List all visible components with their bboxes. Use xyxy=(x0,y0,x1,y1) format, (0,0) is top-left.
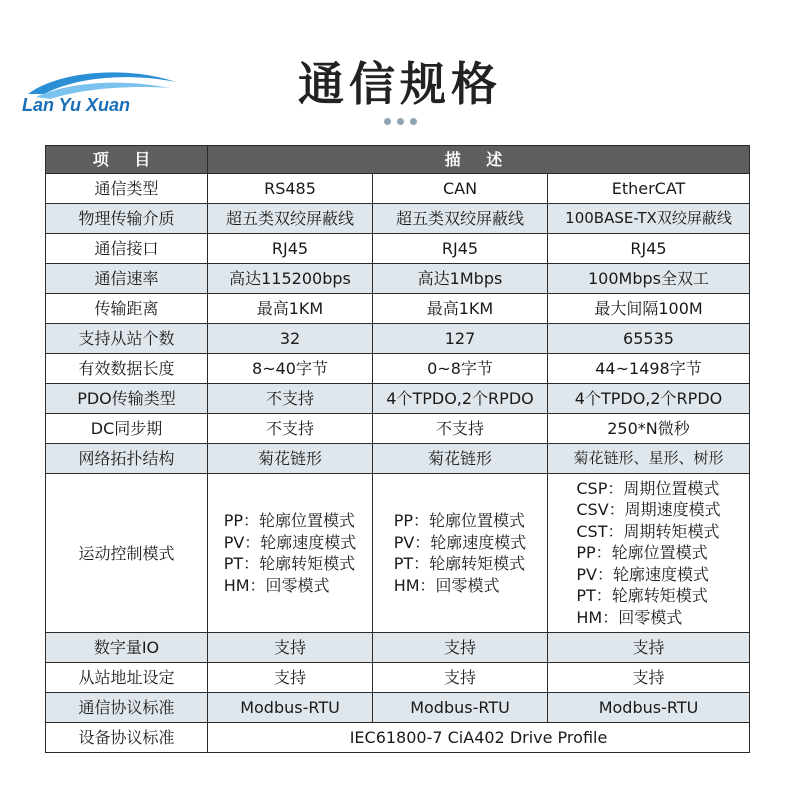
cell: 菊花链形 xyxy=(208,444,373,474)
cell: 65535 xyxy=(548,324,750,354)
row-label: 物理传输介质 xyxy=(46,204,208,234)
cell: 8~40字节 xyxy=(208,354,373,384)
cell: 不支持 xyxy=(208,384,373,414)
mode-item: PT：轮廓转矩模式 xyxy=(576,586,708,606)
row-label: 从站地址设定 xyxy=(46,663,208,693)
row-label: 传输距离 xyxy=(46,294,208,324)
table-row xyxy=(46,723,750,753)
table-row xyxy=(46,633,750,663)
cell: 超五类双绞屏蔽线 xyxy=(373,204,548,234)
dot-icon xyxy=(410,118,417,125)
cell: 最高1KM xyxy=(208,294,373,324)
table-row xyxy=(46,384,750,414)
mode-item: PV：轮廓速度模式 xyxy=(576,564,709,584)
logo-text: Lan Yu Xuan xyxy=(22,95,131,115)
table-header xyxy=(46,146,750,174)
row-label: 通信速率 xyxy=(46,264,208,294)
cell: 支持 xyxy=(373,663,548,693)
mode-item: CST：周期转矩模式 xyxy=(576,521,720,541)
cell: 4个TPDO,2个RPDO xyxy=(548,384,750,414)
mode-item: HM：回零模式 xyxy=(393,575,500,595)
mode-item: PT：轮廓转矩模式 xyxy=(393,554,526,573)
row-label: PDO传输类型 xyxy=(46,384,208,414)
cell: 菊花链形 xyxy=(373,444,548,474)
cell: 100BASE-TX双绞屏蔽线 xyxy=(548,204,750,234)
cell: 最大间隔100M xyxy=(548,294,750,324)
cell: Modbus-RTU xyxy=(373,693,548,723)
table-row xyxy=(46,204,750,234)
row-label: 有效数据长度 xyxy=(46,354,208,384)
mode-item: PV：轮廓速度模式 xyxy=(223,532,357,552)
cell-modes xyxy=(208,474,373,633)
cell: IEC61800-7 CiA402 Drive Profile xyxy=(208,723,750,753)
row-label: 数字量IO xyxy=(46,633,208,663)
page-title: 通信规格 xyxy=(298,57,502,111)
cell: 支持 xyxy=(208,663,373,693)
dot-icon xyxy=(384,118,391,125)
mode-item: HM：回零模式 xyxy=(223,575,330,595)
row-label: 通信协议标准 xyxy=(46,693,208,723)
cell: 高达1Mbps xyxy=(373,264,548,294)
spec-table xyxy=(45,145,750,753)
cell: 菊花链形、星形、树形 xyxy=(548,444,750,474)
cell: 127 xyxy=(373,324,548,354)
row-label: 通信类型 xyxy=(46,174,208,204)
row-label: 网络拓扑结构 xyxy=(46,444,208,474)
cell: CAN xyxy=(373,174,548,204)
table-row xyxy=(46,444,750,474)
cell: 32 xyxy=(208,324,373,354)
mode-item: CSV：周期速度模式 xyxy=(576,500,721,520)
header-item: 项 目 xyxy=(46,146,208,174)
row-label: DC同步期 xyxy=(46,414,208,444)
table-row xyxy=(46,174,750,204)
dot-icon xyxy=(397,118,404,125)
cell: RS485 xyxy=(208,174,373,204)
table-row-motion xyxy=(46,474,750,633)
table-row xyxy=(46,693,750,723)
row-label: 支持从站个数 xyxy=(46,324,208,354)
cell: 支持 xyxy=(548,663,750,693)
cell: 高达115200bps xyxy=(208,264,373,294)
cell: 支持 xyxy=(373,633,548,663)
cell: 不支持 xyxy=(373,414,548,444)
cell: 100Mbps全双工 xyxy=(548,264,750,294)
table-row xyxy=(46,234,750,264)
cell: 支持 xyxy=(208,633,373,663)
table-row xyxy=(46,414,750,444)
row-label: 运动控制模式 xyxy=(46,474,208,633)
table-row xyxy=(46,324,750,354)
cell-modes xyxy=(548,474,750,633)
cell: RJ45 xyxy=(548,234,750,264)
mode-item: CSP：周期位置模式 xyxy=(576,478,720,498)
row-label: 设备协议标准 xyxy=(46,723,208,753)
cell: RJ45 xyxy=(373,234,548,264)
cell: RJ45 xyxy=(208,234,373,264)
cell: 0~8字节 xyxy=(373,354,548,384)
row-label: 通信接口 xyxy=(46,234,208,264)
cell: 250*N微秒 xyxy=(548,414,750,444)
table-row xyxy=(46,264,750,294)
table-row xyxy=(46,663,750,693)
mode-item: PP：轮廓位置模式 xyxy=(223,511,355,530)
cell: Modbus-RTU xyxy=(548,693,750,723)
cell: 4个TPDO,2个RPDO xyxy=(373,384,548,414)
cell: EtherCAT xyxy=(548,174,750,204)
mode-item: HM：回零模式 xyxy=(576,607,683,627)
header-desc: 描 述 xyxy=(208,146,750,174)
mode-item: PT：轮廓转矩模式 xyxy=(223,554,356,573)
cell: 不支持 xyxy=(208,414,373,444)
mode-item: PP：轮廓位置模式 xyxy=(576,543,708,563)
decorative-dots xyxy=(0,118,800,125)
cell: 超五类双绞屏蔽线 xyxy=(208,204,373,234)
cell: Modbus-RTU xyxy=(208,693,373,723)
mode-item: PV：轮廓速度模式 xyxy=(393,532,527,552)
cell: 44~1498字节 xyxy=(548,354,750,384)
table-row xyxy=(46,354,750,384)
mode-item: PP：轮廓位置模式 xyxy=(393,511,525,530)
cell-modes xyxy=(373,474,548,633)
cell: 最高1KM xyxy=(373,294,548,324)
table-row xyxy=(46,294,750,324)
cell: 支持 xyxy=(548,633,750,663)
